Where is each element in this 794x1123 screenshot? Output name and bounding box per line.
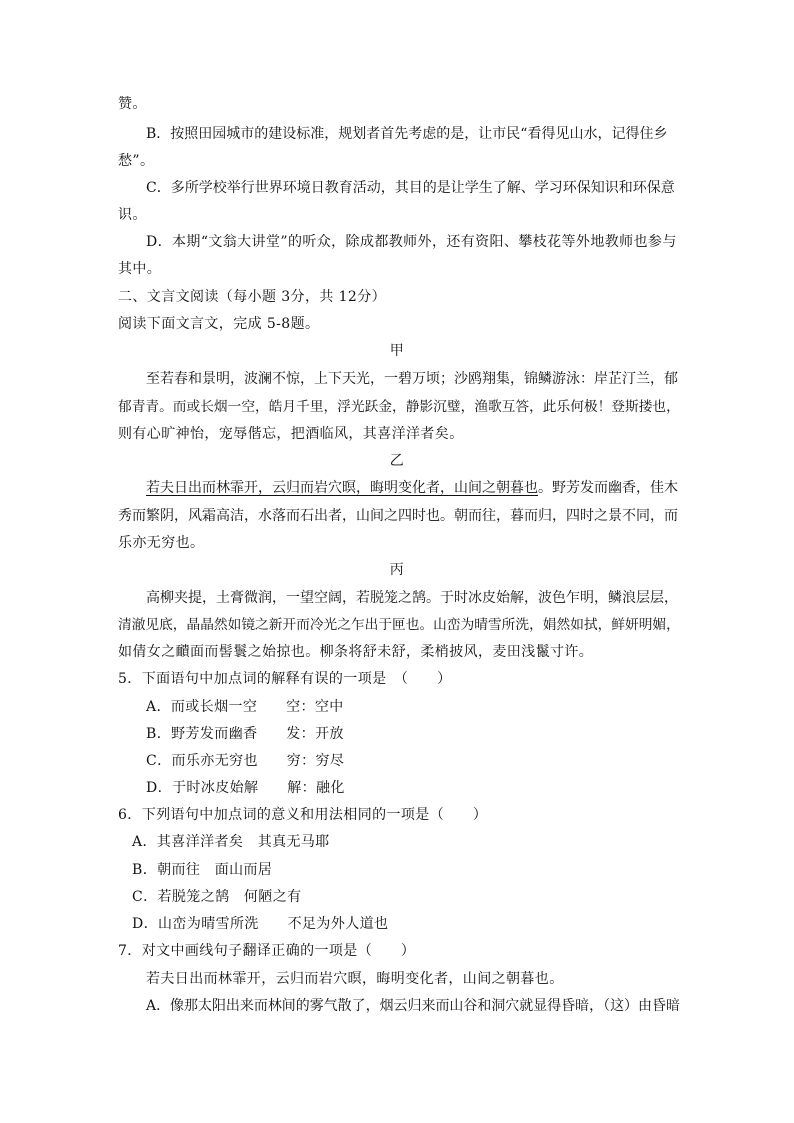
passage-bing-line: 如倩女之靧面而髻鬟之始掠也。柳条将舒未舒，柔梢披风，麦田浅鬣寸许。 [118,644,594,660]
instruction-line: 阅读下面文言文，完成 5-8题。 [118,316,320,332]
text-line: 识。 [118,207,147,223]
passage-bing-line: 高柳夹提，土膏微润，一望空阔，若脱笼之鹄。于时冰皮始解，波色乍明，鳞浪层层， [146,590,678,606]
section-heading: 二、文言文阅读（每小题 3分，共 12分） [118,289,387,305]
question-5: 5．下面语句中加点词的解释有误的一项是 （ ） [118,671,452,687]
question-7: 7．对文中画线句子翻译正确的一项是（ ） [118,943,416,959]
passage-yi-text: 。野芳发而幽香，佳木 [538,480,678,496]
q7-option-a: A．像那太阳出来而林间的雾气散了，烟云归来而山谷和洞穴就显得昏暗，（这）由昏暗 [146,998,680,1014]
q6-option-b: B．朝而往 面山而居 [132,862,273,878]
q6-option-c: C．若脱笼之鹄 何陋之有 [132,889,302,905]
q5-option-a: A．而或长烟一空 空：空中 [146,699,344,715]
question-6: 6．下列语句中加点词的意义和用法相同的一项是（ ） [118,807,488,823]
option-d-line: D．本期“文翁大讲堂”的听众，除成都教师外，还有资阳、攀枝花等外地教师也参与 [146,234,677,250]
text-line: 赞。 [118,96,147,112]
passage-yi-line: 乐亦无穷也。 [118,535,205,551]
q5-option-c: C．而乐亦无穷也 穷：穷尽 [146,753,345,769]
passage-jia-line: 至若春和景明，波澜不惊，上下天光，一碧万顷；沙鸥翔集，锦鳞游泳：岸芷汀兰，郁 [146,371,678,387]
passage-jia-line: 郁青青。而或长烟一空，皓月千里，浮光跃金，静影沉璧，渔歌互答，此乐何极！登斯搂也， [118,399,680,415]
option-c-line: C．多所学校举行世界环境日教育活动，其目的是让学生了解、学习环保知识和环保意 [146,180,675,196]
passage-jia-line: 则有心旷神怡，宠辱偕忘，把酒临风，其喜洋洋者矣。 [118,426,464,442]
passage-bing-line: 清澈见底，晶晶然如镜之新开而冷光之乍出于匣也。山峦为晴雪所洗，娟然如拭，鲜妍明媚， [118,617,680,633]
option-b-line: B．按照田园城市的建设标准，规划者首先考虑的是，让市民“看得见山水，记得住乡 [146,126,668,142]
q5-option-b: B．野芳发而幽香 发：开放 [146,726,344,742]
passage-yi-line [146,479,678,497]
passage-yi-line: 秀而繁阴，风霜高洁，水落而石出者，山间之四时也。朝而往，暮而归，四时之景不同，而 [118,508,678,524]
q7-quoted-sentence: 若夫日出而林霏开，云归而岩穴暝，晦明变化者，山间之朝暮也。 [146,971,564,987]
underlined-sentence: 若夫日出而林霏开，云归而岩穴暝，晦明变化者，山间之朝暮也 [146,480,538,496]
passage-title-jia: 甲 [389,343,405,359]
passage-title-bing: 丙 [389,562,405,578]
text-line: 其中。 [118,261,162,277]
passage-title-yi: 乙 [389,453,405,469]
text-line: 愁”。 [118,153,155,169]
q6-option-a: A．其喜洋洋者矣 其真无马耶 [132,834,330,850]
q5-option-d: D．于时冰皮始解 解：融化 [146,780,345,796]
q6-option-d: D．山峦为晴雪所洗 不足为外人道也 [132,916,389,932]
